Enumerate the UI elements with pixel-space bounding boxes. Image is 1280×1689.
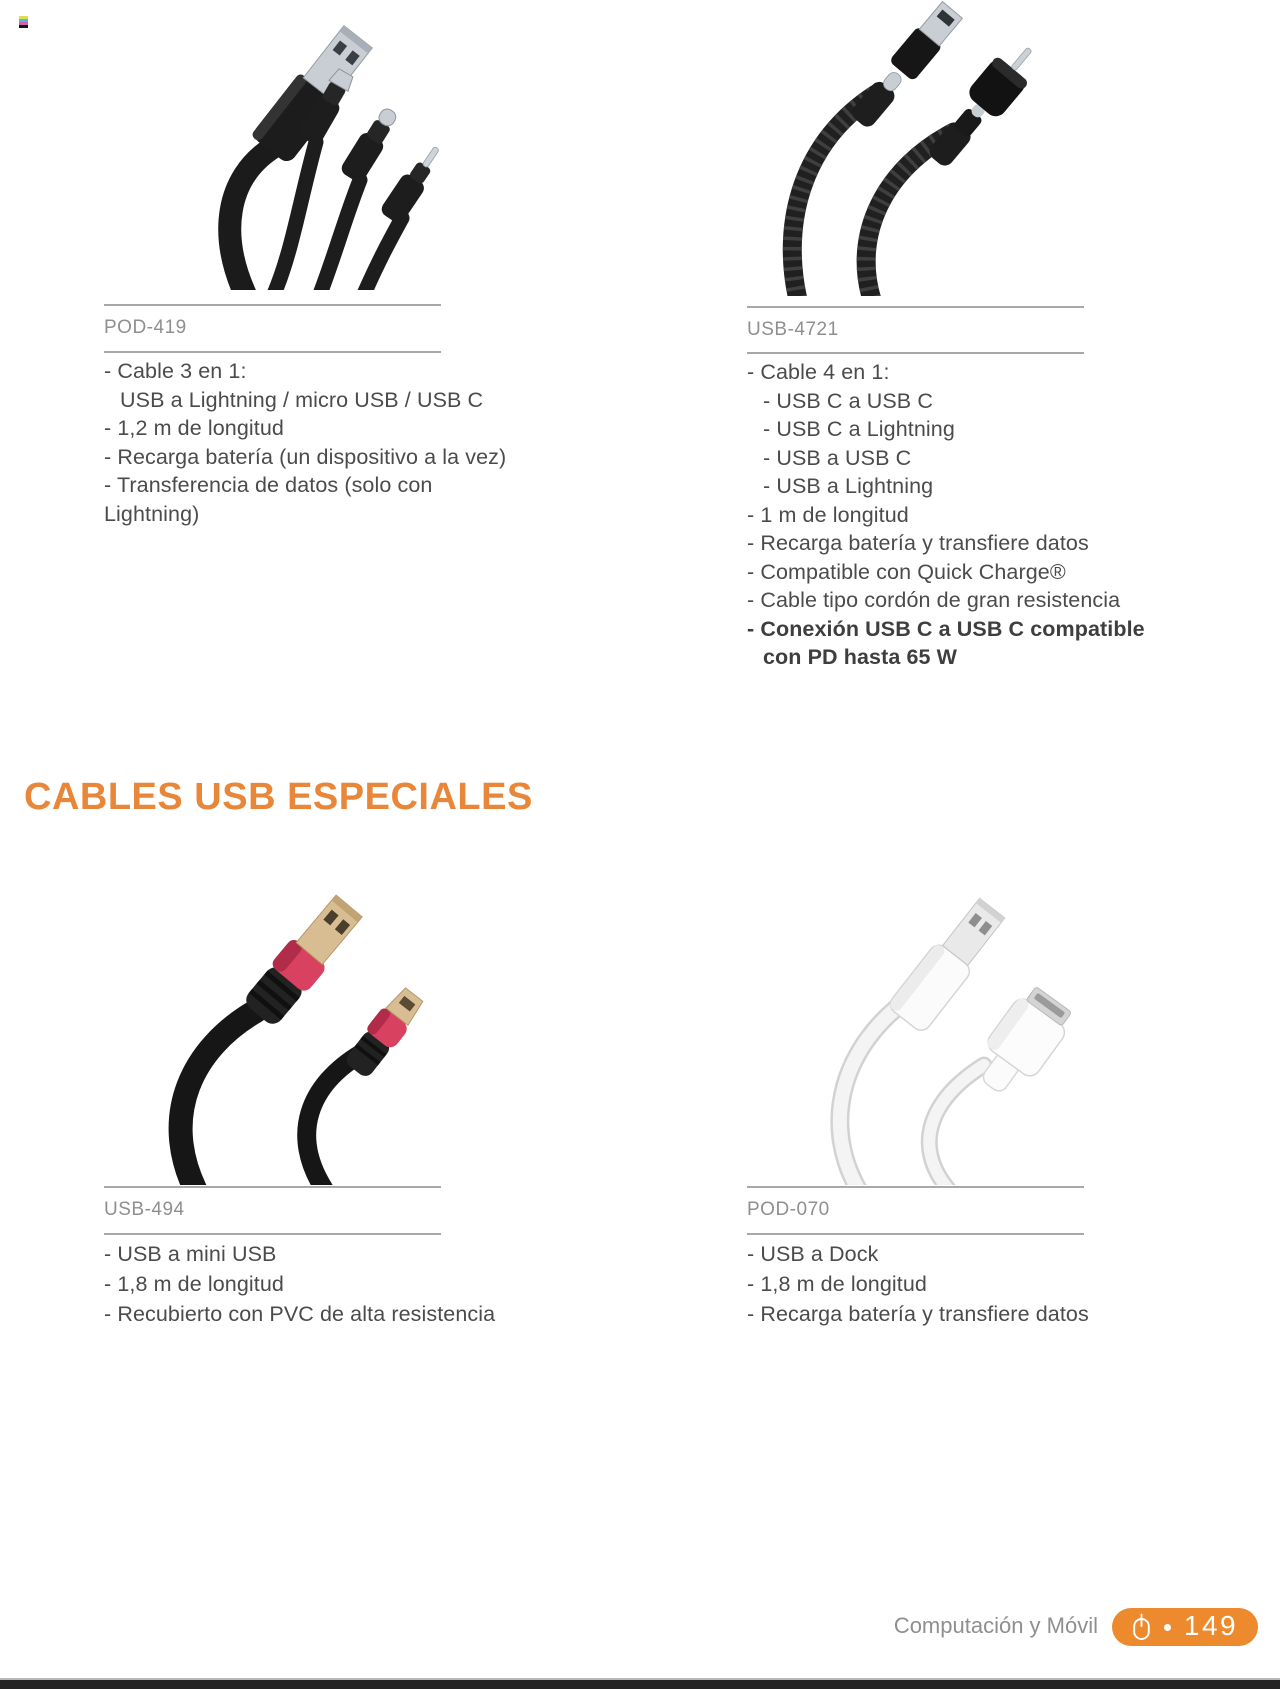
feature-item: - 1,2 m de longitud	[104, 416, 284, 440]
feature-item: - Recarga batería (un dispositivo a la vez)	[104, 444, 507, 469]
feature-list	[747, 358, 1167, 672]
page-number-badge	[1112, 1608, 1258, 1646]
feature-item: - 1 m de longitud	[747, 502, 909, 527]
print-registration-mark	[19, 16, 28, 28]
feature-item: - Recubierto con PVC de alta resistencia	[104, 1302, 496, 1326]
feature-item: - USB C a Lightning	[763, 417, 955, 441]
computer-mouse-icon	[1132, 1613, 1151, 1641]
product-photo-dock-cable	[740, 853, 1180, 1185]
product-photo-mini-usb-cable	[100, 853, 540, 1185]
product-photo-4in1-cable	[740, 0, 1140, 296]
feature-item: - Cable 4 en 1:	[747, 360, 890, 384]
product-photo-3in1-cable	[100, 0, 540, 290]
feature-item: - 1,8 m de longitud	[747, 1272, 927, 1296]
product-code: POD-419	[104, 317, 187, 338]
feature-item: - 1,8 m de longitud	[104, 1272, 284, 1296]
divider	[104, 1233, 441, 1235]
feature-item: - USB C a USB C	[763, 388, 933, 413]
feature-list	[104, 1239, 524, 1329]
feature-item: - Conexión USB C a USB C compatible	[747, 616, 1145, 641]
feature-item: con PD hasta 65 W	[763, 645, 958, 669]
feature-item: - USB a Dock	[747, 1242, 879, 1266]
separator-dot	[1164, 1624, 1171, 1631]
divider	[747, 1186, 1084, 1188]
divider	[747, 1233, 1084, 1235]
divider	[747, 306, 1084, 308]
feature-item: - Transferencia de datos (solo con Lightning)	[104, 473, 433, 526]
feature-item: - Recarga batería y transfiere datos	[747, 531, 1089, 555]
footer-category-label: Computación y Móvil	[893, 1613, 1098, 1638]
divider	[104, 1186, 441, 1188]
registration-bar-black	[19, 25, 28, 28]
page-number: 149	[1183, 1610, 1239, 1641]
divider	[747, 352, 1084, 354]
feature-item: - Compatible con Quick Charge®	[747, 559, 1066, 584]
product-code: USB-494	[104, 1199, 185, 1220]
feature-list	[104, 357, 524, 528]
page-bottom-bar	[0, 1678, 1280, 1689]
feature-item: - USB a Lightning	[763, 474, 934, 498]
product-code: USB-4721	[747, 319, 839, 340]
feature-item: - USB a USB C	[763, 445, 912, 470]
divider	[104, 351, 441, 353]
feature-item: - USB a mini USB	[104, 1242, 277, 1266]
feature-item: - Cable tipo cordón de gran resistencia	[747, 588, 1121, 612]
feature-item: - Cable 3 en 1:	[104, 359, 247, 383]
divider	[104, 304, 441, 306]
section-heading: CABLES USB ESPECIALES	[24, 776, 533, 819]
product-code: POD-070	[747, 1199, 830, 1220]
feature-item: USB a Lightning / micro USB / USB C	[120, 387, 484, 412]
feature-list	[747, 1239, 1167, 1329]
feature-item: - Recarga batería y transfiere datos	[747, 1302, 1089, 1326]
